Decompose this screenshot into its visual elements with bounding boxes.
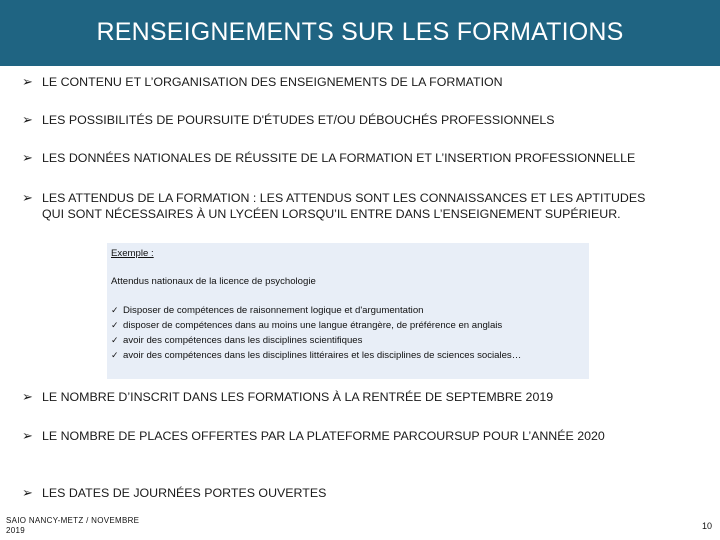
example-item: ✓ avoir des compétences dans les disciplines littéraires et les disciplines de sciences sociales… — [111, 350, 522, 361]
bullet-text: LES DATES DE JOURNÉES PORTES OUVERTES — [42, 486, 327, 500]
title-bar — [0, 0, 720, 66]
bullet-item — [22, 428, 612, 444]
bullet-item — [22, 74, 672, 90]
example-item: ✓ avoir des compétences dans les disciplines scientifiques — [111, 335, 363, 346]
bullet-text: LES DONNÉES NATIONALES DE RÉUSSITE DE LA FORMATION ET L’INSERTION PROFESSIONNELLE — [42, 151, 636, 165]
arrow-bullet-icon: ➢ — [22, 112, 33, 127]
example-label: Exemple : — [111, 248, 154, 259]
checkmark-icon: ✓ — [111, 350, 119, 360]
page-number: 10 — [701, 521, 712, 531]
page-title: RENSEIGNEMENTS SUR LES FORMATIONS — [96, 17, 624, 46]
example-item: ✓ disposer de compétences dans au moins une langue étrangère, de préférence en anglais — [111, 320, 503, 331]
footer-source — [6, 516, 139, 536]
checkmark-icon: ✓ — [111, 320, 119, 330]
bullet-item — [22, 485, 672, 501]
arrow-bullet-icon: ➢ — [22, 485, 33, 500]
example-heading: Attendus nationaux de la licence de psychologie — [111, 276, 316, 287]
bullet-item — [22, 190, 662, 222]
footer-line: 2019 — [6, 526, 25, 535]
example-item: ✓ Disposer de compétences de raisonnement logique et d'argumentation — [111, 305, 424, 316]
bullet-item — [22, 389, 672, 405]
bullet-text: LES ATTENDUS DE LA FORMATION : LES ATTENDUS SONT LES CONNAISSANCES ET LES APTITUDES QUI SONT NÉCESSAIRES À UN LYCÉEN LORSQU’IL ENTRE DANS L’ENSEIGNEMENT SUPÉRIEUR. — [42, 191, 646, 221]
arrow-bullet-icon: ➢ — [22, 190, 33, 205]
bullet-item — [22, 112, 672, 128]
example-list — [111, 303, 589, 363]
checkmark-icon: ✓ — [111, 305, 119, 315]
arrow-bullet-icon: ➢ — [22, 389, 33, 404]
bullet-item — [22, 150, 672, 166]
checkmark-icon: ✓ — [111, 335, 119, 345]
arrow-bullet-icon: ➢ — [22, 74, 33, 89]
bullet-text: LE NOMBRE DE PLACES OFFERTES PAR LA PLATEFORME PARCOURSUP POUR L’ANNÉE 2020 — [42, 429, 605, 443]
bullet-text: LE CONTENU ET L’ORGANISATION DES ENSEIGNEMENTS DE LA FORMATION — [42, 75, 503, 89]
arrow-bullet-icon: ➢ — [22, 428, 33, 443]
footer-line: SAIO NANCY-METZ / NOVEMBRE — [6, 516, 140, 525]
bullet-text: LES POSSIBILITÉS DE POURSUITE D'ÉTUDES ET/OU DÉBOUCHÉS PROFESSIONNELS — [42, 113, 555, 127]
bullet-text: LE NOMBRE D’INSCRIT DANS LES FORMATIONS À LA RENTRÉE DE SEPTEMBRE 2019 — [42, 390, 554, 404]
arrow-bullet-icon: ➢ — [22, 150, 33, 165]
example-box — [107, 243, 589, 379]
